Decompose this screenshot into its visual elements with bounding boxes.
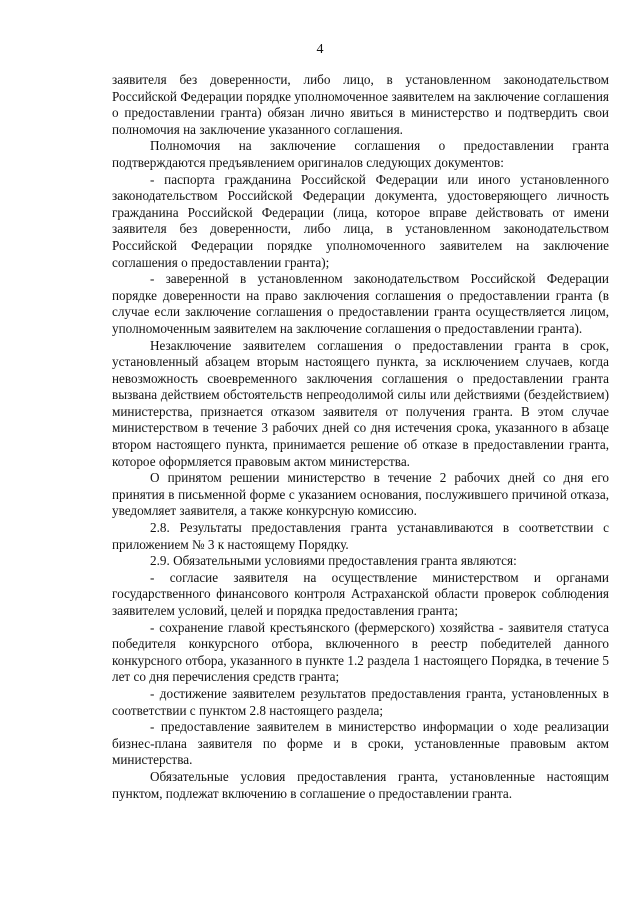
paragraph: - паспорта гражданина Российской Федерации или иного установленного законодательством Российской Федерации документа, удостоверяющего личность гражданина Российской Федерации (лица, которое вправе действовать от имени заявителя без доверенности, либо лица, в установленном законодательством Российской Федерации порядке уполномоченного заявителем на заключение соглашения о предоставлении гранта); (112, 171, 609, 270)
paragraph: заявителя без доверенности, либо лицо, в установленном законодательством Российской Федерации порядке уполномоченное заявителем на заключение соглашения о предоставлении гранта) обязан лично явиться в министерство и подтвердить свои полномочия на заключение указанного соглашения. (112, 72, 609, 137)
paragraph: - достижение заявителем результатов предоставления гранта, установленных в соответствии с пунктом 2.8 настоящего раздела; (112, 685, 609, 718)
paragraph: - сохранение главой крестьянского (фермерского) хозяйства - заявителя статуса победителя конкурсного отбора, включенного в реестр победителей данного конкурсного отбора, указанного в пункте 1.2 раздела 1 настоящего Порядка, в течение 5 лет со дня перечисления средств гранта; (112, 619, 609, 685)
paragraph: - предоставление заявителем в министерство информации о ходе реализации бизнес-плана заявителя по форме и в сроки, установленные правовым актом министерства. (112, 719, 609, 768)
page-number: 4 (316, 42, 324, 57)
paragraph: Незаключение заявителем соглашения о предоставлении гранта в срок, установленный абзацем вторым настоящего пункта, за исключением случаев, когда невозможность своевременного заключения соглашения о предоставлении гранта вызвана действием обстоятельств непреодолимой силы или действиями (бездействием) министерства, признается отказом заявителя от получения гранта. В этом случае министерством в течение 3 рабочих дней со дня истечения срока, указанного в абзаце втором настоящего пункта, принимается решение об отказе в предоставлении гранта, которое оформляется правовым актом министерства. (112, 337, 609, 469)
paragraph: 2.8. Результаты предоставления гранта устанавливаются в соответствии с приложением № 3 к настоящему Порядку. (112, 520, 609, 552)
paragraph: О принятом решении министерство в течение 2 рабочих дней со дня его принятия в письменной форме с указанием основания, послужившего причиной отказа, уведомляет заявителя, а также конкурсную комиссию. (112, 470, 609, 519)
paragraph: Обязательные условия предоставления гранта, установленные настоящим пунктом, подлежат включению в соглашение о предоставлении гранта. (112, 768, 609, 801)
paragraph: - согласие заявителя на осуществление министерством и органами государственного финансового контроля Астраханской области проверок соблюдения заявителем условий, целей и порядка предоставления гранта; (112, 569, 609, 618)
paragraph: - заверенной в установленном законодательством Российской Федерации порядке доверенности на право заключения соглашения о предоставлении гранта (в случае если заключение соглашения о предоставлении гранта осуществляется лицом, уполномоченным заявителем на заключение соглашения о предоставлении гранта). (112, 271, 609, 336)
paragraph: 2.9. Обязательными условиями предоставления гранта являются: (150, 553, 517, 569)
document-body (112, 72, 609, 802)
paragraph: Полномочия на заключение соглашения о предоставлении гранта подтверждаются предъявлением оригиналов следующих документов: (112, 138, 609, 170)
